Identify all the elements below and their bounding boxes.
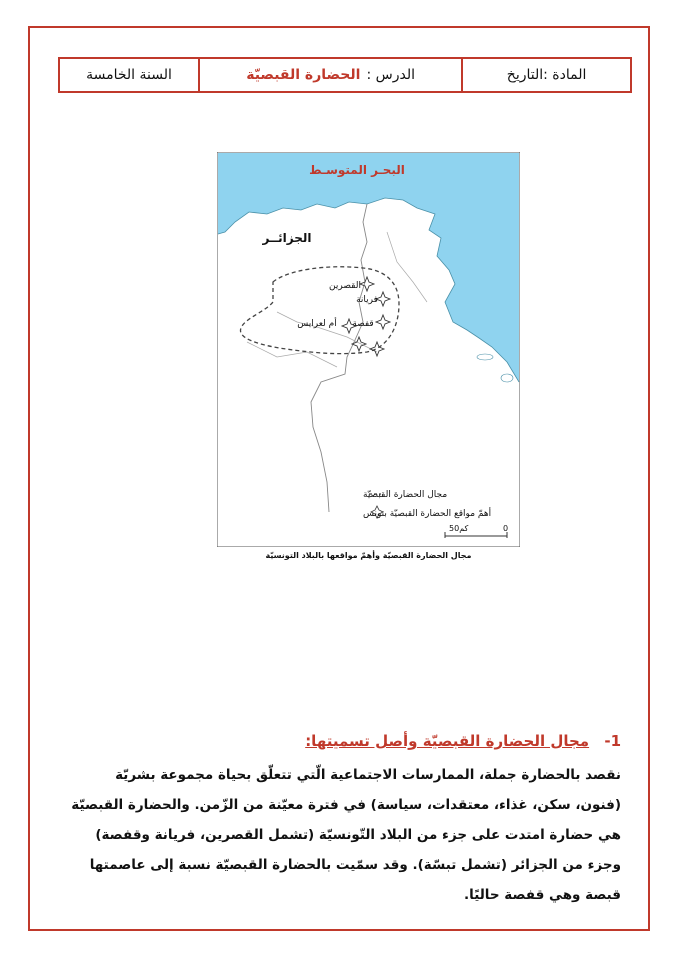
section-title: مجال الحضارة القبصيّة وأصل تسميتها: xyxy=(305,732,590,750)
body-line: (فنون، سكن، غذاء، معتقدات، سياسة) في فترة معيّنة من الزّمن. والحضارة القبصيّة xyxy=(71,797,621,813)
country-label: الجزائــر xyxy=(262,231,312,245)
level-cell xyxy=(60,59,198,91)
subject-text: المادة :التاريخ xyxy=(506,67,587,83)
site-label-oum-laraies: أم لعرايس xyxy=(297,319,337,329)
site-label-feriana: فريانة xyxy=(356,295,378,305)
body-line: هي حضارة امتدت على جزء من البلاد التّونسيّة (تشمل القصرين، فريانة وقفصة) xyxy=(95,827,621,843)
section-heading xyxy=(305,732,621,750)
island-djerba xyxy=(501,374,513,382)
body-line: نقصد بالحضارة جملة، الممارسات الاجتماعية الّتي تتعلّق بحياة مجموعة بشريّة xyxy=(115,767,621,783)
legend-sites-text: أهمّ مواقع الحضارة القبصيّة بتونس xyxy=(363,509,492,519)
header-table xyxy=(58,57,632,93)
level-text: السنة الخامسة xyxy=(86,67,172,83)
lesson-label: الدرس : xyxy=(366,67,415,83)
body-line: وجزء من الجزائر (تشمل تبسّة). وقد سمّيت بالحضارة القبصيّة نسبة إلى عاصمتها xyxy=(89,857,621,873)
map-caption: مجال الحضارة القبصيّة وأهمّ مواقعها بالبلاد التونسيّة xyxy=(265,551,472,560)
site-label-gafsa: قفصة xyxy=(352,319,374,329)
section-body xyxy=(61,760,621,910)
lesson-title: الحضارة القبصيّة xyxy=(246,67,361,83)
lesson-cell xyxy=(198,59,461,91)
scale-value: 50كم xyxy=(449,524,469,533)
section-number: 1- xyxy=(604,732,621,750)
island-kerkennah xyxy=(477,354,493,360)
legend-area-text: مجال الحضارة القبصيّة xyxy=(363,490,448,500)
sea-label: البحـر المتوسـط xyxy=(309,163,405,177)
body-line: قبصة وهي قفصة حاليًا. xyxy=(464,887,621,903)
subject-cell xyxy=(461,59,630,91)
capsian-map xyxy=(217,152,520,547)
site-label-gasrine: القصرين xyxy=(329,281,361,291)
scale-zero: 0 xyxy=(503,524,509,533)
